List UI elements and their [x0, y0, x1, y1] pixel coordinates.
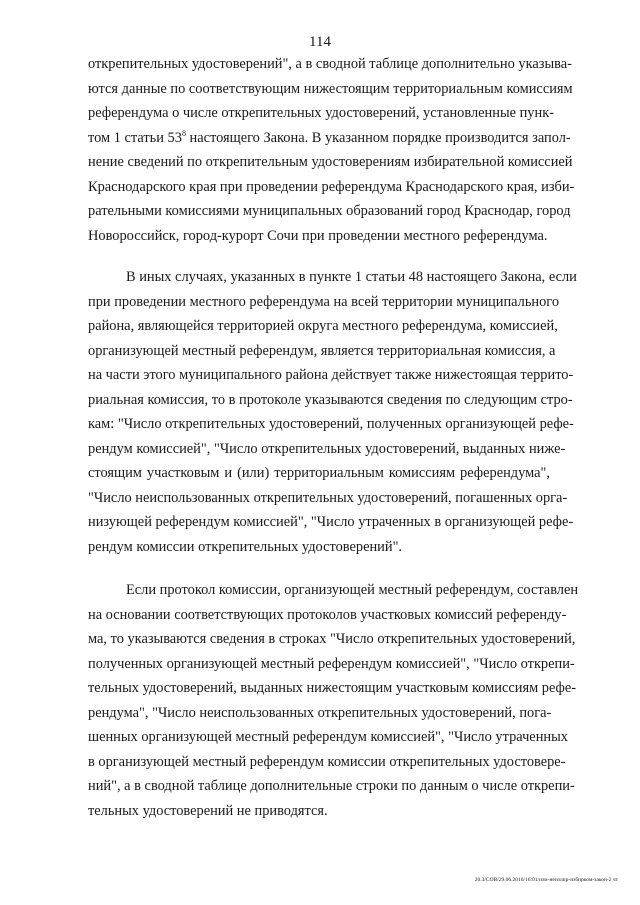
- text-line: при проведении местного референдума на всей территории муниципального: [88, 293, 560, 310]
- text-line: ются данные по соответствующим нижестоящим территориальным комиссиям: [88, 80, 573, 97]
- text-line: нение сведений по открепительным удостоверениям избирательной комиссией: [88, 154, 573, 170]
- text-line: "Число неиспользованных открепительных удостоверений, погашенных орга-: [88, 489, 568, 506]
- text-line: рательными комиссиями муниципальных образований город Краснодар, город: [88, 203, 571, 219]
- text-line: тельных удостоверений не приводятся.: [88, 802, 328, 819]
- text-line: стоящим участковым и (или) территориальным комиссиям референдума",: [88, 465, 550, 481]
- text-line: ний", а в сводной таблице дополнительные строки по данным о числе открепи-: [88, 778, 575, 794]
- paragraph-1: [88, 52, 575, 248]
- text-line: на части этого муниципального района действует также нижестоящая террито-: [88, 367, 574, 383]
- text-fragment: том 1 статьи 53: [88, 129, 182, 146]
- text-line: рендум комиссии открепительных удостоверений".: [88, 538, 403, 555]
- text-line: Краснодарского края при проведении референдума Краснодарского края, изби-: [88, 178, 575, 195]
- text-line: ма, то указываются сведения в строках "Число открепительных удостоверений,: [88, 631, 576, 647]
- text-line: рендум комиссией", "Число открепительных удостоверений, выданных ниже-: [88, 440, 566, 457]
- text-line: Если протокол комиссии, организующей местный референдум, составлен: [126, 582, 579, 598]
- paragraph-3: [88, 578, 579, 823]
- page-number: 114: [309, 34, 331, 50]
- superscript: 8: [181, 128, 186, 138]
- text-line: Новороссийск, город-курорт Сочи при проведении местного референдума.: [88, 227, 548, 244]
- text-line: организующей местный референдум, является территориальная комиссия, а: [88, 342, 556, 359]
- document-footer: 20.3/СОВ/29.06.2016/16:01/изм-неизлпр-избирком-закон-2 чт: [474, 877, 618, 883]
- text-line: тельных удостоверений, выданных нижестоящим участковым комиссиям рефе-: [88, 680, 577, 696]
- text-line: на основании соответствующих протоколов участковых комиссий референду-: [88, 606, 567, 623]
- text-line: рендума", "Число неиспользованных открепительных удостоверений, пога-: [88, 704, 552, 721]
- text-line: открепительных удостоверений", а в сводной таблице дополнительно указыва-: [88, 56, 572, 72]
- text-line: референдума о числе открепительных удостоверений, установленные пунк-: [88, 105, 554, 121]
- text-line: низующей референдум комиссией", "Число утраченных в организующей рефе-: [88, 514, 574, 530]
- text-line: В иных случаях, указанных в пункте 1 статьи 48 настоящего Закона, если: [126, 269, 577, 285]
- text-line: района, являющейся территорией округа местного референдума, комиссией,: [88, 318, 558, 334]
- text-line: [88, 126, 571, 151]
- text-line: шенных организующей местный референдум комиссией", "Число утраченных: [88, 729, 568, 745]
- text-line: риальная комиссия, то в протоколе указываются сведения по следующим стро-: [88, 391, 573, 408]
- text-line: в организующей местный референдум комиссии открепительных удостовере-: [88, 753, 566, 770]
- paragraph-2: [88, 265, 577, 559]
- text-line: кам: "Число открепительных удостоверений, полученных организующей рефе-: [88, 416, 574, 432]
- text-fragment: настоящего Закона. В указанном порядке производится запол-: [185, 129, 571, 146]
- text-line: полученных организующей местный референдум комиссией", "Число открепи-: [88, 655, 575, 672]
